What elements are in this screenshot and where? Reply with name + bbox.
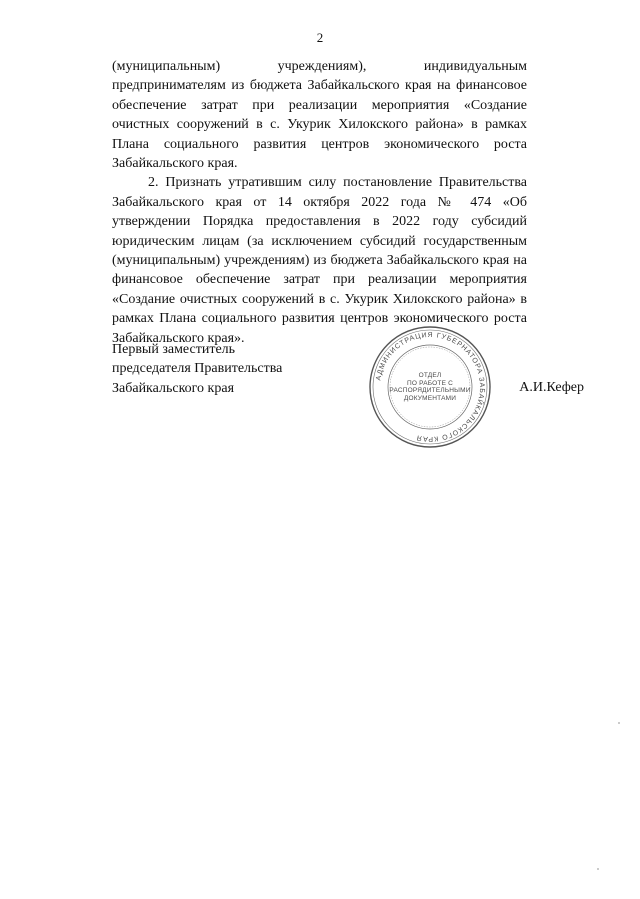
signer-name: А.И.Кефер — [519, 380, 584, 395]
signature-title-block — [112, 340, 282, 398]
paragraph-continuation: (муниципальным) учреждениям), индивидуальным предпринимателям из бюджета Забайкальского края на финансовое обеспечение затрат при реализации мероприятия «Создание очистных сооружений в с. Укурик Хилокского района» в рамках Плана социального развития центров экономического роста Забайкальского края. — [112, 59, 527, 172]
stamp-center-line-2: ПО РАБОТЕ С — [406, 379, 454, 387]
stamp-center-line-1: ОТДЕЛ — [418, 372, 442, 379]
signer-title-line-2: председателя Правительства — [112, 361, 283, 377]
document-body — [112, 57, 527, 348]
signer-title-line-3: Забайкальского края — [112, 380, 235, 396]
signer-title-line-1: Первый заместитель — [112, 342, 236, 357]
stamp-center-line-3: РАСПОРЯДИТЕЛЬНЫМИ — [389, 387, 471, 394]
stamp-center-line-4: ДОКУМЕНТАМИ — [403, 394, 457, 402]
scan-speck — [597, 868, 599, 870]
stamp-ring-text: АДМИНИСТРАЦИЯ ГУБЕРНАТОРА ЗАБАЙКАЛЬСКОГО КРАЯ — [375, 331, 486, 443]
scan-speck — [618, 722, 620, 724]
stamp-center-text — [368, 372, 492, 402]
paragraph-item-2: 2. Признать утратившим силу постановление Правительства Забайкальского края от 14 октября 2022 года № 474 «Об утверждении Порядка предоставления в 2022 году субсидий юридическим лицам (за исключением субсидий государственным (муниципальным) учреждениям) из бюджета Забайкальского края на финансовое обеспечение затрат при реализации мероприятия «Создание очистных сооружений в с. Укурик Хилокского района» в рамках Плана социального развития центров экономического роста Забайкальского края». — [112, 175, 527, 346]
page-number: 2 — [316, 30, 324, 45]
